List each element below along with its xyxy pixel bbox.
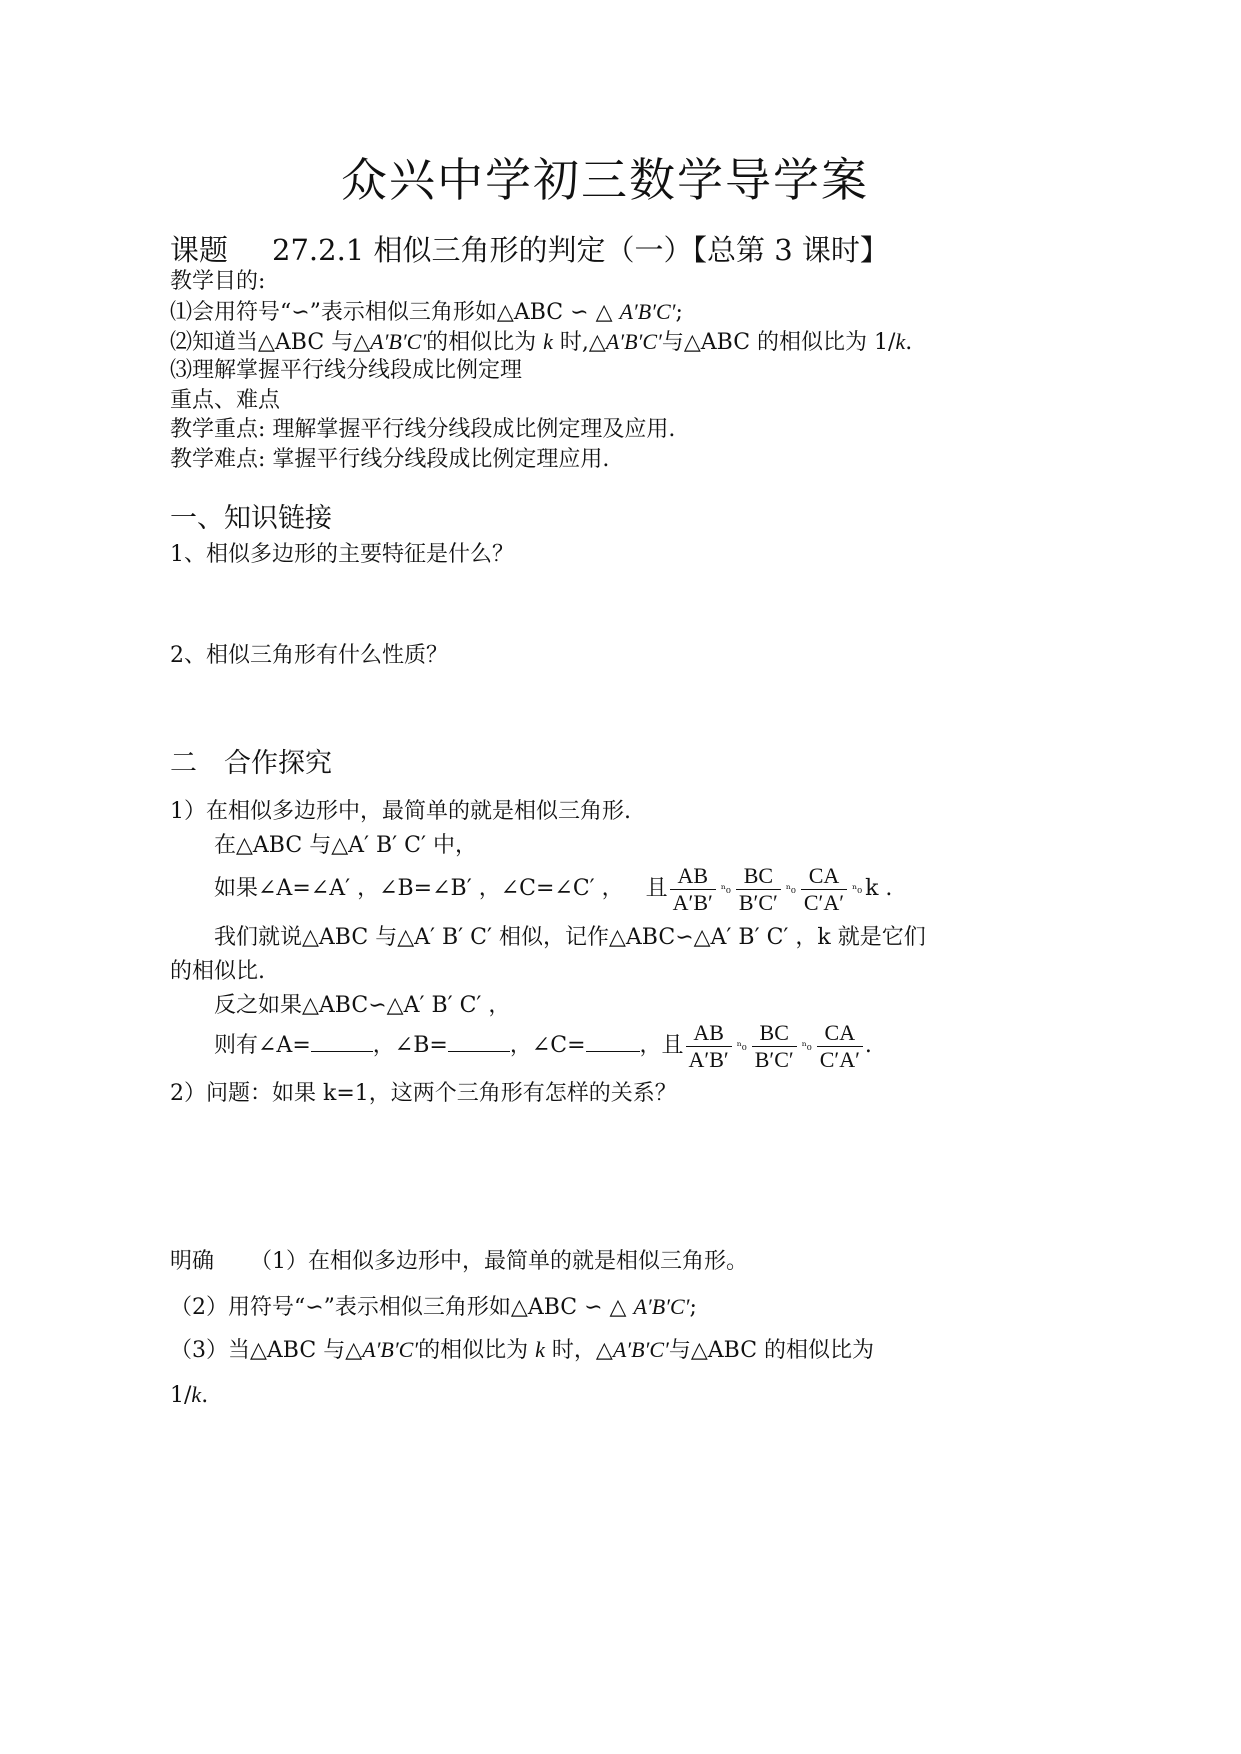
key-points-heading: 重点、难点 bbox=[170, 388, 281, 413]
clarify-line-4: 1/k. bbox=[170, 1382, 209, 1408]
ratio-ca: $\frac{CA}{C'A'}$ bbox=[801, 863, 847, 916]
blank-angle-c[interactable] bbox=[586, 1031, 640, 1052]
section-2-fill-in-line: 则有∠A= ，∠B= ，∠C= ，且 $\frac{AB}{A'B'}$ ⁿ₀ $\frac{BC}{B'C'}$ ⁿ₀ $\frac{CA}{C'A'}$ . bbox=[214, 1019, 872, 1072]
section-2-para-1: 1）在相似多边形中，最简单的就是相似三角形. bbox=[170, 799, 631, 824]
clarify-line-1: 明确 （1）在相似多边形中，最简单的就是相似三角形。 bbox=[170, 1249, 749, 1274]
objective-2: ⑵知道当△ABC 与△A′B′C′的相似比为 k 时,△A′B′C′与△ABC 的相似比为 1/k. bbox=[170, 329, 913, 355]
section-2-para-2: 在△ABC 与△A′ B′ C′ 中， bbox=[214, 833, 477, 858]
section-2-heading: 二 合作探究 bbox=[170, 748, 332, 779]
section-2-question-2: 2）问题：如果 k=1，这两个三角形有怎样的关系？ bbox=[170, 1081, 677, 1106]
blank-angle-b[interactable] bbox=[448, 1031, 510, 1052]
focus-text: 教学重点: 理解掌握平行线分线段成比例定理及应用. bbox=[170, 417, 676, 442]
equals-glyph: ⁿ₀ bbox=[801, 1039, 812, 1053]
page-title: 众兴中学初三数学导学案 bbox=[341, 153, 869, 207]
ratio-ab: $\frac{AB}{A'B'}$ bbox=[670, 863, 716, 916]
objectives-heading: 教学目的: bbox=[170, 269, 266, 294]
math-a-b-c-prime: A′B′C′ bbox=[612, 1337, 669, 1362]
math-a-b-c-prime: A′B′C′ bbox=[619, 299, 676, 324]
ratio-bc: $\frac{BC}{B'C'}$ bbox=[752, 1020, 797, 1073]
clarify-line-3: （3）当△ABC 与△A′B′C′的相似比为 k 时，△A′B′C′与△ABC 的相似比为 bbox=[170, 1337, 875, 1363]
equals-glyph: ⁿ₀ bbox=[736, 1039, 747, 1053]
ratio-ab: $\frac{AB}{A'B'}$ bbox=[686, 1020, 732, 1073]
course-label: 课题 bbox=[170, 233, 229, 267]
course-line bbox=[170, 232, 889, 268]
equals-glyph: ⁿ₀ bbox=[852, 882, 863, 896]
math-k: k bbox=[191, 1382, 202, 1407]
math-a-b-c-prime: A′B′C′ bbox=[362, 1337, 419, 1362]
math-a-b-c-prime: A′B′C′ bbox=[370, 329, 427, 354]
clarify-label: 明确 bbox=[170, 1249, 215, 1274]
objective-1: ⑴会用符号“∽”表示相似三角形如△ABC ∽ △ A′B′C′; bbox=[170, 299, 683, 325]
equals-glyph: ⁿ₀ bbox=[720, 882, 731, 896]
section-2-para-5: 反之如果△ABC∽△A′ B′ C′ ， bbox=[214, 993, 511, 1018]
equals-glyph: ⁿ₀ bbox=[785, 882, 796, 896]
section-1-heading: 一、知识链接 bbox=[170, 503, 332, 534]
blank-angle-a[interactable] bbox=[311, 1031, 373, 1052]
ratio-ca: $\frac{CA}{C'A'}$ bbox=[817, 1020, 863, 1073]
math-a-b-c-prime: A′B′C′ bbox=[633, 1294, 690, 1319]
section-2-para-4-line-1: 我们就说△ABC 与△A′ B′ C′ 相似，记作△ABC∽△A′ B′ C′ ，k 就是它们 bbox=[214, 925, 926, 950]
section-2-para-4-line-2: 的相似比. bbox=[170, 959, 265, 984]
math-a-b-c-prime: A′B′C′ bbox=[605, 329, 662, 354]
course-name: 27.2.1 相似三角形的判定（一）【总第 3 课时】 bbox=[272, 233, 889, 267]
math-k: k bbox=[895, 329, 906, 354]
objective-3: ⑶理解掌握平行线分线段成比例定理 bbox=[170, 358, 523, 383]
difficulty-text: 教学难点: 掌握平行线分线段成比例定理应用. bbox=[170, 447, 610, 472]
clarify-line-2: （2）用符号“∽”表示相似三角形如△ABC ∽ △ A′B′C′; bbox=[170, 1294, 697, 1320]
section-2-definition-line: 如果∠A=∠A′ ，∠B=∠B′ ，∠C=∠C′ ， 且 $\frac{AB}{A'B'}$ ⁿ₀ $\frac{BC}{B'C'}$ ⁿ₀ $\frac{CA}{C'A'}$ ⁿ₀ k . bbox=[214, 862, 893, 915]
math-k: k bbox=[535, 1337, 545, 1362]
math-k: k bbox=[543, 329, 553, 354]
section-1-question-2: 2、相似三角形有什么性质？ bbox=[170, 643, 448, 668]
ratio-bc: $\frac{BC}{B'C'}$ bbox=[736, 863, 781, 916]
section-1-question-1: 1、相似多边形的主要特征是什么？ bbox=[170, 542, 514, 567]
